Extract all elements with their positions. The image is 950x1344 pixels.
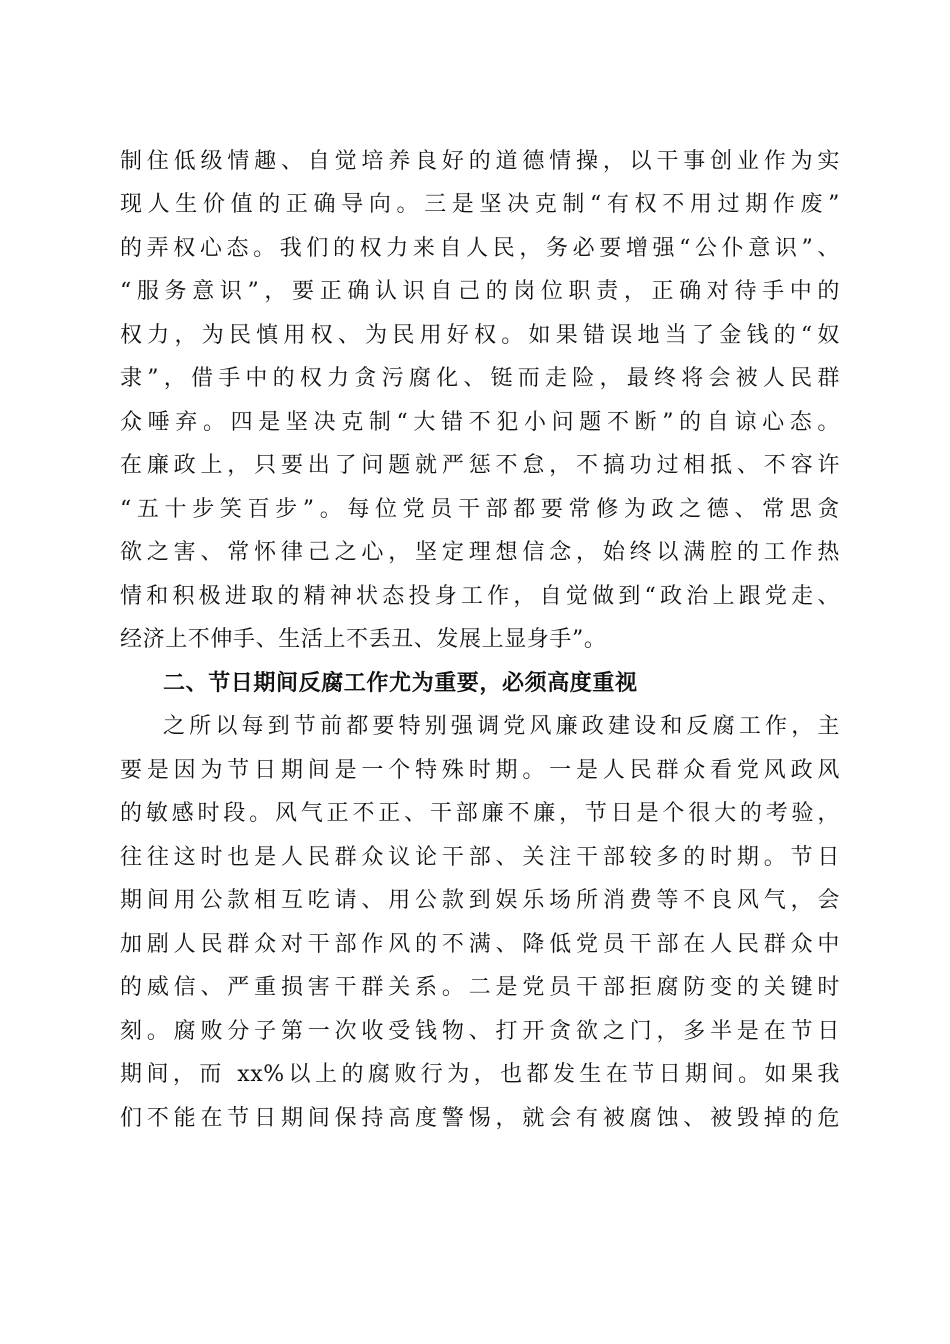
paragraph2-line-1: 之所以每到节前都要特别强调党风廉政建设和反腐工作，主 xyxy=(163,714,840,739)
paragraph1-line-12: 经济上不伸手、生活上不丢丑、发展上显身手”。 xyxy=(120,627,607,652)
paragraph1-line-2: 现人生价值的正确导向。三是坚决克制“有权不用过期作废” xyxy=(120,192,840,217)
paragraph1-line-8: 在廉政上，只要出了问题就严惩不怠，不搞功过相抵、不容许 xyxy=(120,453,840,478)
paragraph2-line-6: 加剧人民群众对干部作风的不满、降低党员干部在人民群众中 xyxy=(120,932,840,957)
paragraph2-line-8: 刻。腐败分子第一次收受钱物、打开贪欲之门，多半是在节日 xyxy=(120,1019,840,1044)
paragraph1-line-6: 隶”，借手中的权力贪污腐化、铤而走险，最终将会被人民群 xyxy=(120,366,840,391)
section-heading: 二、节日期间反腐工作尤为重要，必须高度重视 xyxy=(163,671,638,696)
paragraph1-line-5: 权力，为民慎用权、为民用好权。如果错误地当了金钱的“奴 xyxy=(120,323,840,348)
paragraph1-line-4: “服务意识”，要正确认识自己的岗位职责，正确对待手中的 xyxy=(120,279,840,304)
paragraph1-line-1: 制住低级情趣、自觉培养良好的道德情操，以干事创业作为实 xyxy=(120,149,840,174)
paragraph2-line-2: 要是因为节日期间是一个特殊时期。一是人民群众看党风政风 xyxy=(120,758,840,783)
paragraph2-line-3: 的敏感时段。风气正不正、干部廉不廉，节日是个很大的考验， xyxy=(120,801,840,826)
paragraph2-line-4: 往往这时也是人民群众议论干部、关注干部较多的时期。节日 xyxy=(120,845,840,870)
paragraph2-line-9: 期间，而 xx%以上的腐败行为，也都发生在节日期间。如果我 xyxy=(120,1062,840,1087)
paragraph2-line-10: 们不能在节日期间保持高度警惕，就会有被腐蚀、被毁掉的危 xyxy=(120,1106,840,1131)
paragraph2-line-5: 期间用公款相互吃请、用公款到娱乐场所消费等不良风气，会 xyxy=(120,888,840,913)
paragraph1-line-11: 情和积极进取的精神状态投身工作，自觉做到“政治上跟党走、 xyxy=(120,584,840,609)
paragraph2-line-7: 的威信、严重损害干群关系。二是党员干部拒腐防变的关键时 xyxy=(120,975,840,1000)
paragraph1-line-10: 欲之害、常怀律己之心，坚定理想信念，始终以满腔的工作热 xyxy=(120,540,840,565)
paragraph1-line-9: “五十步笑百步”。每位党员干部都要常修为政之德、常思贪 xyxy=(120,497,840,522)
paragraph1-line-3: 的弄权心态。我们的权力来自人民，务必要增强“公仆意识”、 xyxy=(120,236,840,261)
paragraph1-line-7: 众唾弃。四是坚决克制“大错不犯小问题不断”的自谅心态。 xyxy=(120,410,840,435)
